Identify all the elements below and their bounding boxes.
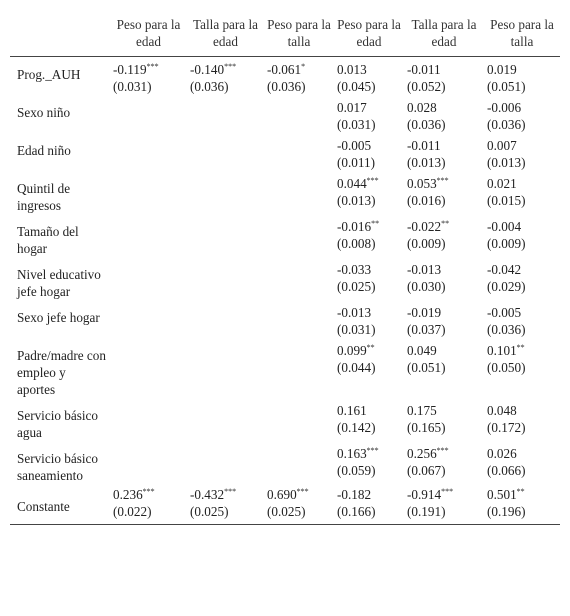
standard-error: (0.031): [337, 322, 376, 337]
coefficient-line: [487, 402, 556, 419]
table-cell: [187, 57, 264, 96]
table-row: [10, 95, 560, 133]
coefficient-line: [337, 137, 400, 154]
standard-error: (0.025): [337, 279, 376, 294]
significance-stars: ***: [366, 176, 379, 185]
standard-error: (0.031): [337, 117, 376, 132]
coefficient: -0.013: [337, 305, 372, 320]
coefficient-line: [267, 61, 330, 78]
coefficient-line: [337, 61, 400, 78]
standard-error: (0.051): [487, 79, 526, 94]
coefficient-line: [337, 445, 400, 462]
table-row: [10, 57, 560, 96]
table-cell: [334, 338, 404, 398]
coefficient: -0.140: [190, 62, 225, 77]
coefficient: 0.501: [487, 487, 517, 502]
table-cell: [404, 214, 484, 257]
row-label: Tamaño del hogar: [17, 224, 79, 256]
coefficient-line: [487, 218, 556, 235]
table-cell: [404, 257, 484, 300]
coefficient-line: [407, 402, 480, 419]
table-cell: [484, 257, 560, 300]
table-cell: [404, 300, 484, 338]
coefficient-line: [337, 261, 400, 278]
header-row: [10, 6, 560, 57]
coefficient-line: [407, 342, 480, 359]
standard-error: (0.025): [267, 504, 306, 519]
standard-error: (0.036): [487, 322, 526, 337]
table-cell: [404, 484, 484, 525]
table-cell: [484, 133, 560, 171]
table-cell: [264, 257, 334, 300]
standard-error: (0.016): [407, 193, 446, 208]
standard-error: (0.013): [407, 155, 446, 170]
row-label: Edad niño: [17, 143, 71, 158]
standard-error: (0.166): [337, 504, 376, 519]
table-cell: [110, 300, 187, 338]
coefficient: 0.099: [337, 343, 367, 358]
table-cell: [110, 484, 187, 525]
significance-stars: ***: [366, 446, 379, 455]
table-row: [10, 398, 560, 441]
table-cell: [110, 171, 187, 214]
table-row: [10, 441, 560, 484]
standard-error: (0.045): [337, 79, 376, 94]
coefficient: -0.016: [337, 219, 372, 234]
coefficient-line: [337, 304, 400, 321]
regression-table: [10, 6, 560, 525]
coefficient-line: [337, 218, 400, 235]
coefficient-line: [113, 61, 183, 78]
table-cell: [484, 300, 560, 338]
table-cell: [404, 57, 484, 96]
table-cell: [334, 133, 404, 171]
table-cell: [264, 300, 334, 338]
coefficient: 0.049: [407, 343, 437, 358]
coefficient-line: [407, 175, 480, 192]
coefficient-line: [407, 486, 480, 503]
coefficient-line: [487, 261, 556, 278]
table-row: [10, 338, 560, 398]
row-label: Quintil de ingresos: [17, 181, 71, 213]
coefficient-line: [487, 61, 556, 78]
coefficient: 0.026: [487, 446, 517, 461]
coefficient-line: [407, 304, 480, 321]
coefficient: 0.175: [407, 403, 437, 418]
coefficient: 0.163: [337, 446, 367, 461]
row-label: Servicio básico agua: [17, 408, 98, 440]
table-cell: [187, 171, 264, 214]
standard-error: (0.191): [407, 504, 446, 519]
table-cell: [110, 257, 187, 300]
table-cell: [110, 214, 187, 257]
significance-stars: **: [371, 219, 380, 228]
coefficient: 0.161: [337, 403, 367, 418]
coefficient: -0.182: [337, 487, 372, 502]
table-cell: [187, 257, 264, 300]
table-cell: [187, 484, 264, 525]
table-cell: [484, 171, 560, 214]
standard-error: (0.196): [487, 504, 526, 519]
coefficient: 0.053: [407, 176, 437, 191]
coefficient-line: [337, 342, 400, 359]
coefficient: 0.690: [267, 487, 297, 502]
row-label: Constante: [17, 499, 70, 514]
coefficient: -0.022: [407, 219, 442, 234]
coefficient: -0.042: [487, 262, 522, 277]
coefficient: 0.101: [487, 343, 517, 358]
standard-error: (0.009): [407, 236, 446, 251]
row-label: Sexo jefe hogar: [17, 310, 100, 325]
coefficient-line: [337, 99, 400, 116]
significance-stars: ***: [436, 176, 449, 185]
coefficient-line: [407, 61, 480, 78]
table-cell: [187, 214, 264, 257]
table-cell: [264, 398, 334, 441]
standard-error: (0.009): [487, 236, 526, 251]
coefficient: 0.021: [487, 176, 517, 191]
coefficient-line: [113, 486, 183, 503]
coefficient: -0.011: [407, 62, 441, 77]
standard-error: (0.008): [337, 236, 376, 251]
coefficient: 0.044: [337, 176, 367, 191]
coefficient-line: [487, 175, 556, 192]
table-row: [10, 171, 560, 214]
standard-error: (0.142): [337, 420, 376, 435]
standard-error: (0.036): [190, 79, 229, 94]
table-cell: [404, 441, 484, 484]
row-label: Nivel educativo jefe hogar: [17, 267, 101, 299]
standard-error: (0.067): [407, 463, 446, 478]
row-label: Servicio básico saneamiento: [17, 451, 98, 483]
significance-stars: ***: [436, 446, 449, 455]
coefficient-line: [487, 304, 556, 321]
coefficient: 0.048: [487, 403, 517, 418]
coefficient: -0.005: [337, 138, 372, 153]
table-cell: [110, 133, 187, 171]
coefficient: 0.017: [337, 100, 367, 115]
table-cell: [187, 133, 264, 171]
standard-error: (0.059): [337, 463, 376, 478]
table-cell: [264, 171, 334, 214]
standard-error: (0.044): [337, 360, 376, 375]
coefficient: -0.432: [190, 487, 225, 502]
table-cell: [187, 441, 264, 484]
row-label: Padre/madre con empleo y aportes: [17, 348, 106, 397]
significance-stars: **: [366, 343, 375, 352]
table-cell: [264, 95, 334, 133]
table-cell: [334, 214, 404, 257]
coefficient-line: [407, 218, 480, 235]
significance-stars: **: [516, 487, 525, 496]
table-cell: [334, 300, 404, 338]
table-cell: [334, 95, 404, 133]
coefficient: 0.007: [487, 138, 517, 153]
table-cell: [484, 95, 560, 133]
significance-stars: ***: [224, 487, 237, 496]
coefficient: 0.013: [337, 62, 367, 77]
table-cell: [404, 338, 484, 398]
table-cell: [404, 171, 484, 214]
coefficient-line: [337, 175, 400, 192]
standard-error: (0.036): [407, 117, 446, 132]
column-header-4: Peso para la edad: [337, 17, 401, 49]
standard-error: (0.165): [407, 420, 446, 435]
table-cell: [484, 214, 560, 257]
coefficient-line: [267, 486, 330, 503]
significance-stars: ***: [142, 487, 155, 496]
coefficient-line: [487, 137, 556, 154]
table-row: [10, 214, 560, 257]
standard-error: (0.052): [407, 79, 446, 94]
coefficient-line: [487, 486, 556, 503]
coefficient: 0.028: [407, 100, 437, 115]
coefficient: -0.013: [407, 262, 442, 277]
table-cell: [264, 57, 334, 96]
table-cell: [404, 133, 484, 171]
table-cell: [264, 338, 334, 398]
table-cell: [187, 300, 264, 338]
coefficient-line: [407, 261, 480, 278]
coefficient: -0.033: [337, 262, 372, 277]
table-cell: [110, 57, 187, 96]
table-cell: [484, 441, 560, 484]
coefficient: -0.004: [487, 219, 522, 234]
table-cell: [264, 214, 334, 257]
coefficient-line: [190, 486, 260, 503]
table-cell: [334, 484, 404, 525]
significance-stars: *: [301, 62, 306, 71]
table-cell: [187, 338, 264, 398]
coefficient: -0.119: [113, 62, 147, 77]
table-cell: [264, 484, 334, 525]
standard-error: (0.172): [487, 420, 526, 435]
coefficient: 0.236: [113, 487, 143, 502]
table-cell: [110, 441, 187, 484]
column-header-2: Talla para la edad: [193, 17, 258, 49]
significance-stars: ***: [146, 62, 159, 71]
table-cell: [404, 398, 484, 441]
standard-error: (0.036): [267, 79, 306, 94]
standard-error: (0.037): [407, 322, 446, 337]
table-row: [10, 484, 560, 525]
standard-error: (0.036): [487, 117, 526, 132]
coefficient-line: [407, 137, 480, 154]
column-header-1: Peso para la edad: [116, 17, 181, 49]
significance-stars: **: [516, 343, 525, 352]
table-cell: [334, 57, 404, 96]
row-label: Prog._AUH: [17, 67, 81, 82]
table-cell: [187, 398, 264, 441]
header-corner: [10, 6, 110, 57]
coefficient-line: [337, 402, 400, 419]
standard-error: (0.030): [407, 279, 446, 294]
coefficient: -0.914: [407, 487, 442, 502]
coefficient: -0.006: [487, 100, 522, 115]
column-header-5: Talla para la edad: [411, 17, 477, 49]
coefficient-line: [487, 445, 556, 462]
table-cell: [484, 484, 560, 525]
table-cell: [334, 257, 404, 300]
table-row: [10, 133, 560, 171]
table-cell: [484, 338, 560, 398]
coefficient-line: [487, 99, 556, 116]
table-cell: [187, 95, 264, 133]
significance-stars: ***: [224, 62, 237, 71]
coefficient: -0.005: [487, 305, 522, 320]
coefficient-line: [407, 99, 480, 116]
significance-stars: ***: [441, 487, 454, 496]
standard-error: (0.031): [113, 79, 152, 94]
row-label: Sexo niño: [17, 105, 71, 120]
table-cell: [334, 171, 404, 214]
table-cell: [334, 398, 404, 441]
column-header-6: Peso para la talla: [490, 17, 554, 49]
significance-stars: **: [441, 219, 450, 228]
table-body: [10, 57, 560, 525]
coefficient-line: [487, 342, 556, 359]
significance-stars: ***: [296, 487, 309, 496]
standard-error: (0.013): [487, 155, 526, 170]
table-cell: [264, 133, 334, 171]
table-cell: [484, 398, 560, 441]
table-cell: [110, 338, 187, 398]
table-cell: [110, 95, 187, 133]
table-cell: [484, 57, 560, 96]
coefficient: 0.256: [407, 446, 437, 461]
coefficient-line: [337, 486, 400, 503]
standard-error: (0.029): [487, 279, 526, 294]
table-cell: [110, 398, 187, 441]
coefficient: -0.011: [407, 138, 441, 153]
standard-error: (0.022): [113, 504, 152, 519]
coefficient-line: [190, 61, 260, 78]
standard-error: (0.050): [487, 360, 526, 375]
standard-error: (0.011): [337, 155, 375, 170]
coefficient: -0.061: [267, 62, 302, 77]
standard-error: (0.015): [487, 193, 526, 208]
coefficient: -0.019: [407, 305, 442, 320]
table-row: [10, 300, 560, 338]
table-cell: [404, 95, 484, 133]
table-cell: [334, 441, 404, 484]
table-cell: [264, 441, 334, 484]
standard-error: (0.025): [190, 504, 229, 519]
standard-error: (0.051): [407, 360, 446, 375]
standard-error: (0.066): [487, 463, 526, 478]
standard-error: (0.013): [337, 193, 376, 208]
coefficient: 0.019: [487, 62, 517, 77]
coefficient-line: [407, 445, 480, 462]
column-header-3: Peso para la talla: [267, 17, 331, 49]
table-row: [10, 257, 560, 300]
